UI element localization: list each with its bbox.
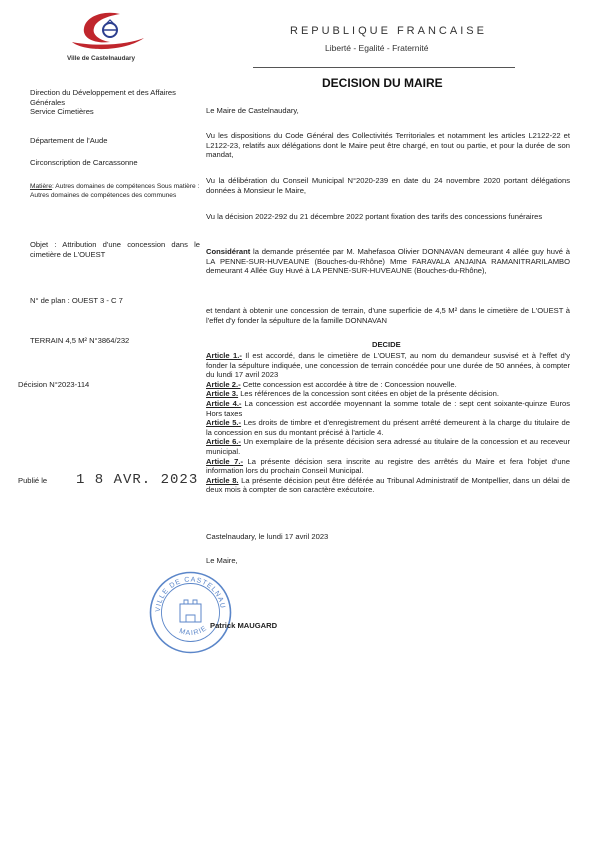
- official-stamp: [148, 570, 233, 655]
- header-divider: [253, 67, 515, 68]
- date-line: Castelnaudary, le lundi 17 avril 2023: [206, 532, 329, 541]
- plan-number: N° de plan : OUEST 3 - C 7: [30, 296, 123, 305]
- article-8-label: Article 8.: [206, 475, 239, 485]
- stamp-bottom-text: MAIRIE: [178, 624, 209, 638]
- republic-heading: REPUBLIQUE FRANCAISE: [290, 25, 487, 37]
- publie-date-stamp: 1 8 AVR. 2023: [76, 472, 199, 488]
- article-3-label: Article 3.: [206, 389, 239, 399]
- article-5: [206, 418, 570, 437]
- article-6-text: Un exemplaire de la présente décision sera adressé au titulaire de la concession et au receveur municipal.: [206, 437, 570, 456]
- stamp-seal-icon: [148, 570, 233, 655]
- article-3: [206, 389, 570, 399]
- article-4: [206, 399, 570, 418]
- decision-number: Décision N°2023-114: [18, 380, 90, 389]
- svg-text:VILLE DE CASTELNAUDARY: [148, 570, 226, 612]
- article-7-label: Article 7.-: [206, 456, 244, 466]
- considerant-label: Considérant: [206, 247, 251, 256]
- article-6: [206, 437, 570, 456]
- terrain-reference: TERRAIN 4,5 M² N°3864/232: [30, 336, 130, 345]
- article-8-text: La présente décision peut être déférée au Tribunal Administratif de Montpellier, dans un délai de deux mois à compter de son caractère exécutoire.: [206, 475, 571, 495]
- article-7: [206, 457, 570, 476]
- considerant-paragraph: [206, 247, 570, 276]
- article-1-label: Article 1.-: [206, 351, 242, 360]
- articles-list: [206, 351, 570, 495]
- article-6-label: Article 6.-: [206, 437, 241, 447]
- considerant-text: la demande présentée par M. Mahefasoa Olivier DONNAVAN demeurant 4 allée guy huvé à LA PENNE-SUR-HUVEAUNE (Bouches-du-Rhône) Mme FARAVALA ANJAINA RAMANITRARILAMBO demeurant 4 Allée Guy Huvé à LA PENNE-SUR-HUVEAUNE (Bouches-du-Rhône),: [206, 247, 570, 276]
- signatory-name: Patrick MAUGARD: [210, 621, 278, 630]
- city-logo-mark: [64, 8, 152, 54]
- matiere-label: Matière: [30, 183, 52, 190]
- republic-motto: Liberté - Egalité - Fraternité: [325, 43, 429, 53]
- circonscription-label: Circonscription de Carcassonne: [30, 158, 138, 167]
- tendant-paragraph: et tendant à obtenir une concession de terrain, d'une superficie de 4,5 M² dans le cimetière de L'OUEST à l'effet d'y fonder la sépulture de la famille DONNAVAN: [206, 306, 570, 325]
- article-1-text: Il est accordé, dans le cimetière de L'OUEST, au nom du demandeur susvisé et à l'effet d'y fonder la sépulture indiquée, une concession de terrain concédée pour une durée de 50 années, à compter du lundi 17 avril 2023: [206, 351, 570, 380]
- vu-paragraph-2: Vu la délibération du Conseil Municipal N°2020-239 en date du 24 novembre 2020 portant délégations données à Monsieur le Maire,: [206, 176, 570, 195]
- article-5-label: Article 5.-: [206, 418, 242, 428]
- article-8: [206, 476, 570, 495]
- article-4-text: La concession est accordée moyennant la somme totale de : sept cent soixante-quinze Euros Hors taxes: [206, 398, 570, 418]
- intro-line: Le Maire de Castelnaudary,: [206, 106, 299, 115]
- stamp-top-text: VILLE DE CASTELNAU: [154, 576, 226, 613]
- city-logo: [64, 8, 152, 54]
- article-2-label: Article 2.-: [206, 379, 241, 389]
- vu-paragraph-3: Vu la décision 2022-292 du 21 décembre 2022 portant fixation des tarifs des concessions funéraires: [206, 212, 543, 221]
- article-1: [206, 351, 570, 380]
- publie-label: Publié le: [18, 476, 48, 485]
- article-5-text: Les droits de timbre et d'enregistrement du présent arrêté demeurent à la charge du titulaire de la concession en sus du montant précisé à l'article 4.: [206, 418, 570, 437]
- svg-text:MAIRIE: [178, 625, 208, 637]
- direction-label: Direction du Développement et des Affaires Générales: [30, 88, 176, 107]
- service-label: Service Cimetières: [30, 107, 94, 116]
- article-2-text: Cette concession est accordée à titre de : Concession nouvelle.: [240, 379, 457, 389]
- article-7-text: La présente décision sera inscrite au registre des arrêtés du Maire et fera l'objet d'une information lors du prochain Conseil Municipal.: [206, 456, 571, 476]
- article-2: [206, 380, 570, 390]
- logo-caption: Ville de Castelnaudary: [67, 55, 136, 62]
- decide-heading: DECIDE: [372, 340, 401, 349]
- matiere-text: : Autres domaines de compétences Sous matière : Autres domaines de compétences des communes: [30, 183, 200, 199]
- document-title: DECISION DU MAIRE: [322, 76, 443, 90]
- article-4-label: Article 4.-: [206, 398, 242, 408]
- departement-label: Département de l'Aude: [30, 136, 108, 145]
- article-3-text: Les références de la concession sont citées en objet de la présente décision.: [238, 389, 499, 399]
- matiere-block: [30, 183, 200, 200]
- vu-paragraph-1: Vu les dispositions du Code Général des Collectivités Territoriales et notamment les articles L2122-22 et L2122-23, relatifs aux délégations dont le Maire peut être chargé, en tout ou partie, et pour la durée de son mandat,: [206, 131, 570, 160]
- signoff-line: Le Maire,: [206, 556, 238, 565]
- objet-label: Objet : Attribution d'une concession dans le cimetière de L'OUEST: [30, 240, 200, 259]
